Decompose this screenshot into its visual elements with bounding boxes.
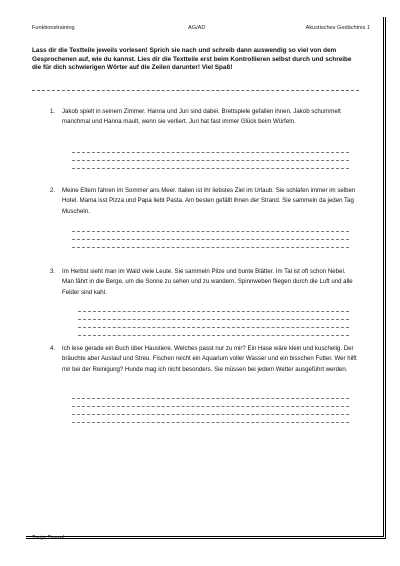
intro-divider [32, 90, 359, 91]
task-text: Im Herbst sieht man im Wald viele Leute. Sie sammeln Pilze und bunte Blätter. Im Tal ist oft schon Nebel. Man fährt in die Berge, um die Sonne zu sehen und zu wandern. Spinnweben fliegen durch die Luft und alle Felder sind kahl. [62, 268, 353, 296]
writing-line[interactable] [72, 239, 349, 240]
page-header [32, 25, 370, 37]
task-text: Ich lese gerade ein Buch über Haustiere. Welches passt nur zu mir? Ein Hase wäre klein und kuschelig. Der bräuchte aber Auslauf und Streu. Fischen reicht ein Aquarium voller Wasser und ein bisschen Futter. Wer hilft mir bei der Reinigung? Hunde mag ich nicht besonders. Sie müssen bei jedem Wetter ausgeführt werden. [62, 345, 357, 373]
header-middle: AG/AD [188, 25, 206, 31]
writing-line[interactable] [78, 319, 349, 320]
writing-line[interactable] [72, 152, 349, 153]
writing-line[interactable] [78, 311, 349, 312]
writing-line[interactable] [72, 231, 349, 232]
writing-line[interactable] [72, 414, 349, 415]
task-3 [50, 267, 357, 298]
writing-line[interactable] [72, 168, 349, 169]
author-footer: Tanja Drexel [32, 535, 65, 541]
writing-line[interactable] [72, 398, 349, 399]
task-4 [50, 344, 357, 375]
task-number: 1. [50, 108, 56, 115]
task-number: 4. [50, 345, 56, 352]
writing-line[interactable] [72, 160, 349, 161]
writing-line[interactable] [72, 406, 349, 407]
writing-line[interactable] [78, 327, 349, 328]
task-1 [50, 107, 357, 128]
writing-line[interactable] [72, 422, 349, 423]
task-number: 2. [50, 187, 56, 194]
task-number: 3. [50, 268, 56, 275]
writing-line[interactable] [72, 247, 349, 248]
task-2 [50, 186, 357, 217]
header-right: Akustisches Gedächtnis 1 [305, 25, 370, 31]
task-text: Jakob spielt in seinem Zimmer. Hanna und Juri sind dabei. Brettspiele gefallen ihnen. Jakob schummelt manchmal und Hanna mault, wenn sie verliert. Juri hat fast immer Glück beim Würfeln. [62, 108, 341, 126]
instructions: Lass dir die Textteile jeweils vorlesen! Sprich sie nach und schreib dann auswendig so viel von dem Gesprochenen auf, wie du kannst. Lies dir die Textteile erst beim Kontrollieren selbst durch und schreibe die für dich schwierigen Wörter auf die Zeilen darunter! Viel Spaß! [32, 47, 352, 72]
writing-line[interactable] [78, 335, 349, 336]
task-text: Meine Eltern fahren im Sommer ans Meer. Italien ist ihr liebstes Ziel im Urlaub. Sie schlafen immer im selben Hotel. Mama isst Pizza und Papa liebt Pasta. Am besten gefällt ihnen der Strand. Sie sammeln da jeden Tag Muscheln. [62, 187, 356, 215]
header-left: Funktionstraining [32, 25, 75, 31]
